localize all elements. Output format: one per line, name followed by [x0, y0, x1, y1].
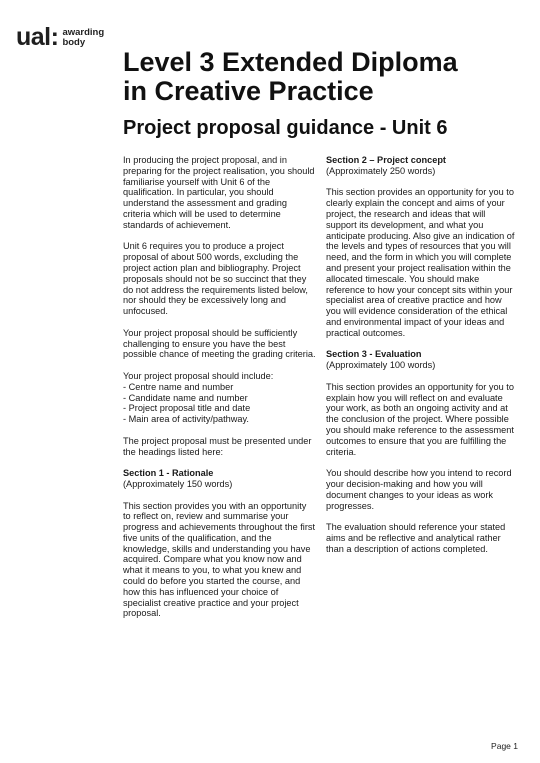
list-item: - Main area of activity/pathway. — [123, 414, 316, 425]
list-item: - Project proposal title and date — [123, 403, 316, 414]
list-item: - Centre name and number — [123, 382, 316, 393]
unit6-paragraph: Unit 6 requires you to produce a project proposal of about 500 words, excluding the project action plan and bibliography. Project proposals should not be so succinct that they do not address the requirements listed below, nor should they be excessively long and unfocused. — [123, 241, 308, 317]
section2-heading: Section 2 – Project concept — [326, 155, 446, 165]
section3-body-1: This section provides an opportunity for you to explain how you will reflect on and evaluate your work, as both an ongoing activity and at the conclusion of the project. Where possible you should make reference to the assessment outcomes to ensure that you are fulfilling the criteria. — [326, 381, 514, 457]
intro-paragraph: In producing the project proposal, and in preparing for the project realisation, you should familiarise yourself with Unit 6 of the qualification. In particular, you should understand the assessment and grading criteria which will be used to determine standards of achievement. — [123, 155, 315, 230]
list-item: - Candidate name and number — [123, 393, 316, 404]
section1-wordcount: (Approximately 150 words) — [123, 478, 233, 489]
headings-paragraph: The project proposal must be presented under the headings listed here: — [123, 435, 312, 457]
section2-body: This section provides an opportunity for you to clearly explain the concept and aims of your project, the research and ideas that will support its development, and what you anticipate producing. Also give an indication of the levels and types of resources that you will need, and the form in which you will complete and present your project realisation within the allocated timescale. You should make reference to how your concept sits within your specialist area of creative practice and how you will evidence consideration of the ethical and environmental impact of your ideas and practical outcomes. — [326, 187, 515, 338]
document-subtitle: Project proposal guidance - Unit 6 — [123, 117, 448, 139]
document-title — [123, 48, 523, 106]
include-intro: Your project proposal should include: — [123, 370, 274, 381]
ual-logo — [16, 23, 105, 52]
right-column — [326, 155, 518, 565]
section2-wordcount: (Approximately 250 words) — [326, 165, 436, 176]
logo-text-line1: awarding — [62, 27, 105, 38]
page-number: Page 1 — [491, 741, 518, 751]
logo-text-line2: body — [62, 37, 86, 48]
left-column — [123, 155, 316, 630]
include-list — [123, 382, 316, 425]
section3-wordcount: (Approximately 100 words) — [326, 360, 436, 371]
section3-body-3: The evaluation should reference your stated aims and be reflective and analytical rather than a description of actions completed. — [326, 522, 506, 554]
section1-body: This section provides you with an opportunity to reflect on, review and summarise your progress and achievements throughout the first five units of the qualification, and the knowledge, skills and understanding you have acquired. Compare what you know now and what it means to you, to what you knew and could do before you started the course, and how this has influenced your choice of specialist creative practice and your project proposal. — [123, 500, 316, 619]
logo-mark: ual: — [16, 23, 59, 51]
section1-heading: Section 1 - Rationale — [123, 468, 214, 479]
logo-text — [62, 28, 104, 48]
challenge-paragraph: Your project proposal should be sufficiently challenging to ensure you have the best possible chance of meeting the grading criteria. — [123, 327, 316, 360]
title-line2: in Creative Practice — [123, 76, 374, 106]
section3-heading: Section 3 - Evaluation — [326, 349, 422, 360]
section3-body-2: You should describe how you intend to record your decision-making and how you will document changes to your ideas as work progresses. — [326, 468, 512, 511]
title-line1: Level 3 Extended Diploma — [123, 47, 458, 77]
